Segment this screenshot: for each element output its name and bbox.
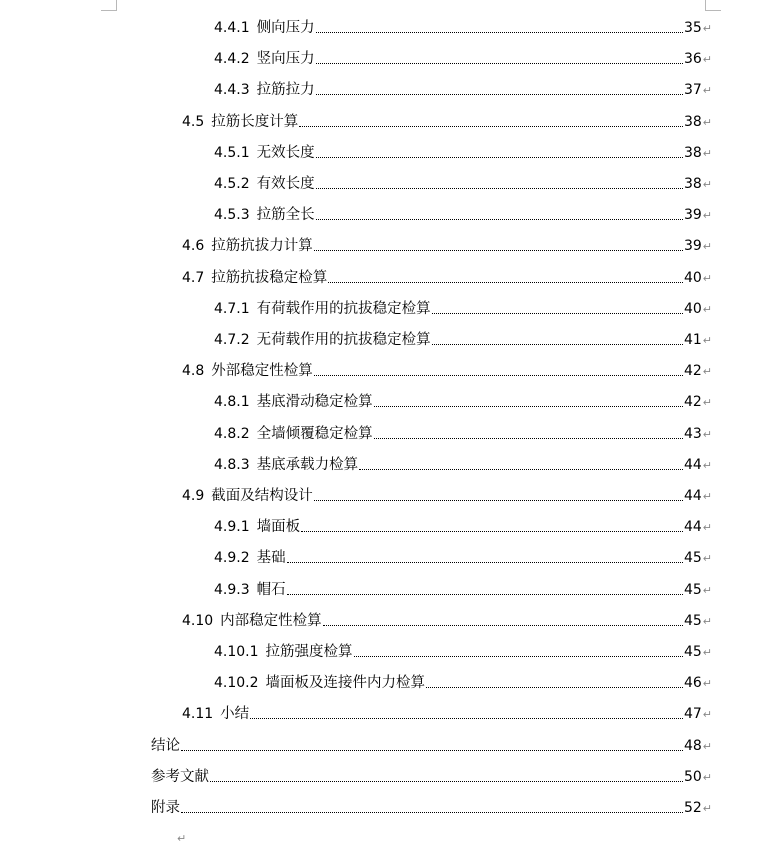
toc-dot-leader bbox=[314, 250, 683, 251]
paragraph-mark: ↵ bbox=[702, 646, 712, 659]
toc-entry-title: 有效长度 bbox=[256, 176, 315, 192]
paragraph-mark: ↵ bbox=[702, 115, 712, 129]
paragraph-mark: ↵ bbox=[702, 396, 712, 410]
toc-entry[interactable] bbox=[214, 423, 712, 443]
toc-entry[interactable] bbox=[214, 547, 712, 567]
paragraph-mark: ↵ bbox=[702, 490, 712, 503]
toc-entry[interactable] bbox=[214, 641, 712, 661]
toc-entry[interactable] bbox=[151, 797, 712, 817]
toc-entry-title: 拉筋强度检算 bbox=[265, 644, 353, 660]
toc-entry[interactable] bbox=[151, 735, 712, 755]
toc-entry-page: 38 bbox=[683, 144, 702, 161]
toc-entry-page: 39 bbox=[683, 238, 702, 255]
toc-entry-title: 基础 bbox=[256, 550, 286, 567]
toc-entry-title: 墙面板及连接件内力检算 bbox=[265, 675, 426, 692]
toc-dot-leader bbox=[426, 687, 683, 688]
toc-entry-title: 拉筋拉力 bbox=[256, 82, 315, 99]
toc-entry-page: 39 bbox=[683, 207, 702, 224]
toc-entry-number: 4.8.1 bbox=[214, 394, 250, 411]
toc-entry[interactable] bbox=[214, 79, 712, 99]
toc-entry-number: 4.7 bbox=[182, 269, 205, 286]
toc-entry-title: 基底滑动稳定检算 bbox=[256, 394, 373, 411]
toc-entry-page: 44 bbox=[683, 488, 702, 504]
toc-entry-number: 4.4.1 bbox=[214, 20, 250, 36]
paragraph-mark: ↵ bbox=[702, 209, 712, 223]
toc-entry-number: 4.4.2 bbox=[214, 51, 250, 68]
toc-entry-title: 侧向压力 bbox=[256, 20, 315, 36]
toc-entry[interactable] bbox=[182, 111, 712, 131]
toc-dot-leader bbox=[181, 750, 683, 751]
toc-entry-page: 36 bbox=[683, 51, 702, 68]
paragraph-mark: ↵ bbox=[702, 146, 712, 160]
toc-entry-title: 内部稳定性检算 bbox=[220, 612, 322, 629]
toc-entry-title: 附录 bbox=[151, 800, 180, 816]
toc-entry-page: 41 bbox=[683, 332, 702, 348]
toc-entry-title: 拉筋长度计算 bbox=[211, 113, 299, 130]
toc-entry-number: 4.9 bbox=[182, 488, 205, 504]
toc-entry[interactable] bbox=[214, 298, 712, 318]
toc-entry-title: 基底承载力检算 bbox=[256, 456, 359, 473]
toc-dot-leader bbox=[316, 63, 683, 64]
toc-dot-leader bbox=[432, 344, 683, 345]
paragraph-mark: ↵ bbox=[702, 677, 712, 691]
toc-entry-title: 帽石 bbox=[256, 581, 286, 598]
toc-entry-title: 拉筋抗拔力计算 bbox=[211, 238, 313, 255]
toc-dot-leader bbox=[316, 157, 683, 158]
toc-entry-number: 4.10.1 bbox=[214, 644, 259, 660]
toc-entry-number: 4.8.3 bbox=[214, 456, 250, 473]
toc-entry[interactable] bbox=[214, 329, 712, 349]
toc-entry-number: 4.5.1 bbox=[214, 144, 250, 161]
toc-entry-page: 47 bbox=[683, 706, 702, 723]
paragraph-mark: ↵ bbox=[702, 365, 712, 379]
toc-entry-page: 40 bbox=[683, 269, 702, 286]
toc-entry-page: 42 bbox=[683, 363, 702, 380]
toc-entry-number: 4.5.3 bbox=[214, 207, 250, 224]
toc-entry-number: 4.6 bbox=[182, 238, 205, 255]
toc-dot-leader bbox=[316, 188, 683, 189]
toc-entry-title: 拉筋全长 bbox=[256, 207, 315, 224]
toc-dot-leader bbox=[181, 812, 683, 813]
toc-entry-number: 4.9.1 bbox=[214, 519, 250, 536]
toc-entry[interactable] bbox=[214, 672, 712, 692]
toc-dot-leader bbox=[299, 126, 683, 127]
paragraph-mark: ↵ bbox=[702, 708, 712, 722]
toc-dot-leader bbox=[250, 718, 683, 719]
toc-entry-number: 4.11 bbox=[182, 706, 214, 723]
toc-entry-title: 竖向压力 bbox=[256, 51, 315, 68]
paragraph-mark: ↵ bbox=[702, 271, 712, 285]
toc-entry-page: 50 bbox=[683, 768, 702, 785]
paragraph-mark: ↵ bbox=[702, 53, 712, 67]
toc-entry-page: 37 bbox=[683, 82, 702, 99]
toc-entry-title: 参考文献 bbox=[151, 768, 209, 785]
toc-entry[interactable] bbox=[182, 485, 712, 505]
toc-entry-page: 45 bbox=[683, 550, 702, 567]
toc-entry-number: 4.5 bbox=[182, 113, 205, 130]
toc-entry[interactable] bbox=[182, 360, 712, 380]
paragraph-mark: ↵ bbox=[702, 427, 712, 441]
toc-entry[interactable] bbox=[214, 17, 712, 37]
toc-entry-title: 全墙倾覆稳定检算 bbox=[256, 425, 373, 442]
toc-entry-title: 墙面板 bbox=[256, 519, 301, 536]
toc-entry-number: 4.8.2 bbox=[214, 425, 250, 442]
toc-entry-number: 4.9.3 bbox=[214, 581, 250, 598]
toc-dot-leader bbox=[432, 313, 683, 314]
toc-entry-title: 拉筋抗拔稳定检算 bbox=[211, 269, 328, 286]
toc-dot-leader bbox=[328, 282, 683, 283]
toc-entry-page: 46 bbox=[683, 675, 702, 692]
toc-entry[interactable] bbox=[214, 204, 712, 224]
paragraph-mark: ↵ bbox=[702, 22, 712, 35]
toc-entry[interactable] bbox=[214, 173, 712, 193]
toc-entry[interactable] bbox=[214, 579, 712, 599]
toc-entry-page: 40 bbox=[683, 300, 702, 317]
paragraph-mark: ↵ bbox=[702, 552, 712, 566]
toc-dot-leader bbox=[354, 656, 683, 657]
toc-entry-page: 44 bbox=[683, 519, 702, 536]
paragraph-mark: ↵ bbox=[177, 832, 187, 845]
toc-entry[interactable] bbox=[214, 391, 712, 411]
toc-dot-leader bbox=[210, 781, 683, 782]
toc-entry-page: 52 bbox=[683, 800, 702, 816]
toc-dot-leader bbox=[374, 406, 683, 407]
paragraph-mark: ↵ bbox=[702, 84, 712, 98]
toc-entry-title: 无效长度 bbox=[256, 144, 315, 161]
toc-entry[interactable] bbox=[214, 48, 712, 68]
toc-dot-leader bbox=[314, 500, 683, 501]
toc-entry-page: 38 bbox=[683, 176, 702, 192]
paragraph-mark: ↵ bbox=[702, 770, 712, 784]
toc-entry-number: 4.10 bbox=[182, 612, 214, 629]
toc-entry[interactable] bbox=[182, 703, 712, 723]
toc-entry-page: 38 bbox=[683, 113, 702, 130]
toc-entry-title: 外部稳定性检算 bbox=[211, 363, 313, 380]
toc-dot-leader bbox=[287, 562, 683, 563]
paragraph-mark: ↵ bbox=[702, 302, 712, 316]
toc-dot-leader bbox=[359, 469, 683, 470]
toc-entry[interactable] bbox=[182, 267, 712, 287]
toc-entry-page: 43 bbox=[683, 425, 702, 442]
paragraph-mark: ↵ bbox=[702, 802, 712, 815]
toc-dot-leader bbox=[316, 219, 683, 220]
paragraph-mark: ↵ bbox=[702, 739, 712, 753]
toc-entry-title: 无荷载作用的抗拔稳定检算 bbox=[256, 332, 431, 348]
toc-entry-number: 4.4.3 bbox=[214, 82, 250, 99]
toc-dot-leader bbox=[301, 531, 683, 532]
paragraph-mark: ↵ bbox=[702, 458, 712, 472]
toc-entry-title: 有荷载作用的抗拔稳定检算 bbox=[256, 300, 431, 317]
toc-entry-page: 45 bbox=[683, 612, 702, 629]
toc-dot-leader bbox=[323, 625, 683, 626]
toc-entry-number: 4.8 bbox=[182, 363, 205, 380]
toc-entry[interactable] bbox=[182, 235, 712, 255]
toc-dot-leader bbox=[316, 32, 683, 33]
toc-entry-page: 48 bbox=[683, 737, 702, 754]
toc-entry-number: 4.10.2 bbox=[214, 675, 259, 692]
paragraph-mark: ↵ bbox=[702, 521, 712, 535]
toc-dot-leader bbox=[287, 594, 683, 595]
toc-entry-number: 4.7.2 bbox=[214, 332, 250, 348]
toc-dot-leader bbox=[374, 438, 683, 439]
toc-entry[interactable] bbox=[151, 766, 712, 786]
toc-entry-page: 45 bbox=[683, 644, 702, 660]
toc-entry[interactable] bbox=[214, 142, 712, 162]
toc-entry-number: 4.5.2 bbox=[214, 176, 250, 192]
toc-entry[interactable] bbox=[214, 516, 712, 536]
toc-entry-page: 45 bbox=[683, 581, 702, 598]
toc-entry-title: 小结 bbox=[220, 706, 250, 723]
toc-entry[interactable] bbox=[182, 610, 712, 630]
toc-entry-title: 截面及结构设计 bbox=[211, 488, 313, 504]
toc-dot-leader bbox=[314, 375, 683, 376]
toc-entry-page: 42 bbox=[683, 394, 702, 411]
toc-entry-page: 35 bbox=[683, 20, 702, 36]
toc-entry-page: 44 bbox=[683, 456, 702, 473]
paragraph-mark: ↵ bbox=[702, 614, 712, 628]
toc-entry-number: 4.7.1 bbox=[214, 300, 250, 317]
toc-dot-leader bbox=[316, 94, 683, 95]
paragraph-mark: ↵ bbox=[702, 334, 712, 347]
toc-entry-title: 结论 bbox=[151, 737, 180, 754]
toc-entry-number: 4.9.2 bbox=[214, 550, 250, 567]
toc-entry[interactable] bbox=[214, 454, 712, 474]
paragraph-mark: ↵ bbox=[702, 583, 712, 597]
paragraph-mark: ↵ bbox=[702, 178, 712, 191]
paragraph-mark: ↵ bbox=[702, 240, 712, 254]
